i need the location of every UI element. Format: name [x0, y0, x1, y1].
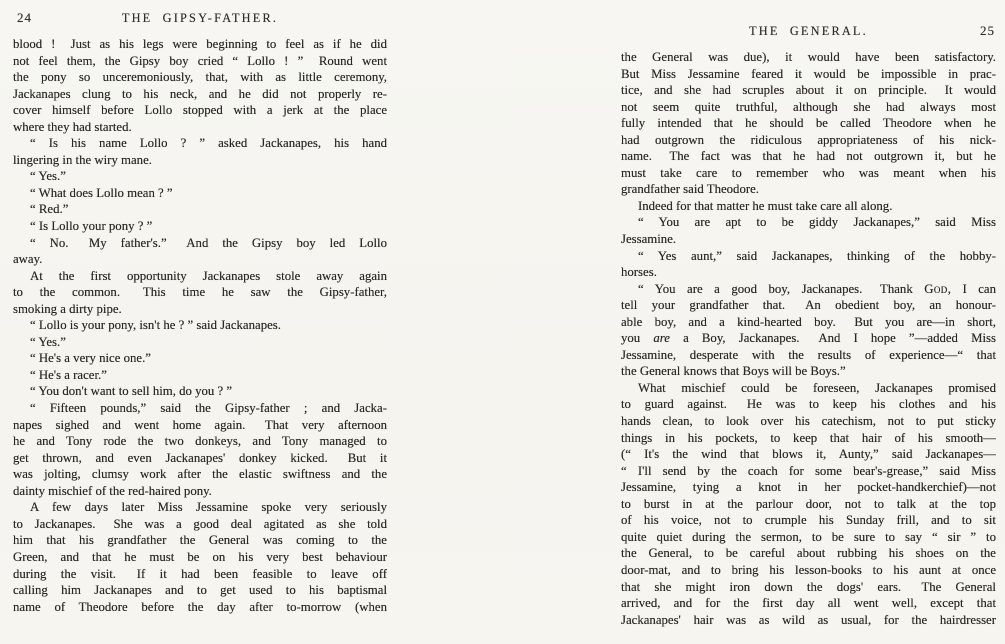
text-line: of his voice, not to crumple his Sunday frill, and to sit: [621, 513, 996, 528]
text-line: smoking a dirty pipe.: [13, 301, 122, 316]
text-line: not feel them, the Gipsy boy cried “ Lollo ! ” Round went: [13, 53, 387, 68]
italic-text: are: [653, 331, 670, 346]
text-line: had outgrown the ridiculous appropriateness of his nick-: [621, 132, 996, 147]
text-line: But Miss Jessamine feared it would be impossible in prac-: [621, 66, 996, 81]
text-line: Green, and that he must be on his very best behaviour: [13, 549, 387, 564]
text-line: the General knows that Boys will be Boys.”: [621, 364, 846, 379]
text-line: cover himself before Lollo stopped with a jerk at the place: [13, 103, 387, 118]
text-line: “ Is his name Lollo ? ” asked Jackanapes, his hand: [30, 136, 387, 151]
text-line: able boy, and a kind-hearted boy. But you are—in short,: [621, 314, 996, 329]
left-page: [13, 10, 387, 615]
text-line: to Jackanapes. She was a good deal agitated as she told: [13, 516, 387, 531]
text-line: “ Yes.”: [30, 169, 66, 184]
right-running-head: [621, 23, 996, 39]
text-line: grandfather said Theodore.: [621, 182, 759, 197]
text-line: A few days later Miss Jessamine spoke very seriously: [30, 500, 387, 515]
text-line: name of Theodore before the day after to-morrow (when: [13, 599, 387, 614]
text-line: Jessamine.: [621, 232, 677, 247]
text-line: where they had started.: [13, 119, 132, 134]
right-page-text: [621, 49, 996, 628]
text-line: [621, 281, 996, 298]
text-line: during the visit. If it had been feasible to leave off: [13, 566, 387, 581]
text-line: not seem quite truthful, although she had always most: [621, 99, 996, 114]
small-caps-text: God: [924, 281, 948, 296]
text-line: the pony so unceremoniously, that, with as little ceremony,: [13, 70, 387, 85]
text-line: “ You are apt to be giddy Jackanapes,” said Miss: [638, 215, 996, 230]
left-running-head: [13, 10, 387, 26]
text-line: the General, to be careful about rubbing his shoes on the: [621, 546, 996, 561]
text-run: , I can: [947, 281, 996, 296]
text-line: “ Fifteen pounds,” said the Gipsy-father ; and Jacka-: [30, 401, 387, 416]
text-line: “ Yes.”: [30, 334, 66, 349]
text-line: “ Yes aunt,” said Jackanapes, thinking of the hobby-: [638, 248, 996, 263]
text-line: “ He's a very nice one.”: [30, 351, 151, 366]
text-line: “ Is Lollo your pony ? ”: [30, 219, 153, 234]
text-line: “ Red.”: [30, 202, 69, 217]
text-line: to guard against. He was to keep his clothes and his: [621, 397, 996, 412]
text-line: to the common. This time he saw the Gipsy-father,: [13, 285, 387, 300]
text-line: to burst in at the parlour door, not to talk at the top: [621, 496, 996, 511]
text-line: Indeed for that matter he must take care all along.: [638, 198, 893, 213]
text-line: (“ It's the wind that blows it, Aunty,” said Jackanapes—: [621, 447, 996, 462]
text-line: tell your grandfather that. An obedient boy, an honour-: [621, 298, 996, 313]
text-line: Jackanapes clung to his neck, and he did not properly re-: [13, 86, 387, 101]
text-line: name. The fact was that he had not outgrown it, but he: [621, 149, 996, 164]
right-running-title: THE GENERAL.: [749, 24, 868, 38]
text-line: hands clean, to look over his catechism, not to put sticky: [621, 414, 996, 429]
text-run: “ You are a good boy, Jackanapes. Thank: [638, 281, 925, 296]
left-page-text: [13, 36, 387, 615]
text-line: Jessamine, desperate with the results of experience—“ that: [621, 347, 996, 362]
text-line: dainty mischief of the red-haired pony.: [13, 483, 212, 498]
text-line: calling him Jackanapes and to get used to his baptismal: [13, 583, 387, 598]
text-run: a Boy, Jackanapes. And I hope ”—added Miss: [669, 331, 996, 346]
text-line: he and Tony rode the two donkeys, and Tony managed to: [13, 434, 387, 449]
right-page-number: 25: [980, 23, 995, 38]
text-line: At the first opportunity Jackanapes stole away again: [30, 268, 387, 283]
text-line: must take care to remember who was meant when his: [621, 165, 996, 180]
text-line: Jessamine, tying a knot in her pocket-handkerchief)—not: [621, 480, 996, 495]
text-line: “ No. My father's.” And the Gipsy boy led Lollo: [30, 235, 387, 250]
text-line: “ You don't want to sell him, do you ? ”: [30, 384, 233, 399]
text-line: horses.: [621, 265, 657, 280]
text-line: “ I'll send by the coach for some bear's-grease,” said Miss: [621, 463, 996, 478]
text-line: [621, 330, 996, 347]
text-line: quite quiet during the sermon, to be sure to say “ sir ” to: [621, 529, 996, 544]
text-line: away.: [13, 252, 43, 267]
text-line: Jackanapes' hair was as wild as usual, for the hairdresser: [621, 612, 996, 627]
text-line: blood ! Just as his legs were beginning to feel as if he did: [13, 37, 387, 51]
text-line: the General was due), it would have been satisfactory.: [621, 50, 996, 64]
text-line: door-mat, and to bring his lesson-books to his aunt at once: [621, 562, 996, 577]
text-run: you: [621, 331, 654, 346]
text-line: “ He's a racer.”: [30, 367, 107, 382]
text-line: that she might iron down the dogs' ears. The General: [621, 579, 996, 594]
text-line: arrived, and for the first day all went well, except that: [621, 596, 996, 611]
left-page-number: 24: [17, 10, 32, 25]
text-line: tice, and she had scruples about it on principle. It would: [621, 83, 996, 98]
text-line: him that his grandfather the General was coming to the: [13, 533, 387, 548]
text-line: lingering in the wiry mane.: [13, 152, 152, 167]
text-line: get thrown, and even Jackanapes' donkey kicked. But it: [13, 450, 387, 465]
text-line: fully intended that he should be called Theodore when he: [621, 116, 996, 131]
left-running-title: THE GIPSY-FATHER.: [121, 11, 279, 25]
text-line: things in his pockets, to keep that hair of his smooth—: [621, 430, 996, 445]
text-line: What mischief could be foreseen, Jackanapes promised: [638, 380, 996, 395]
text-line: napes sighed and went home again. That very afternoon: [13, 417, 387, 432]
right-page: [621, 23, 996, 628]
text-line: “ Lollo is your pony, isn't he ? ” said Jackanapes.: [30, 318, 281, 333]
text-line: “ What does Lollo mean ? ”: [30, 185, 173, 200]
text-line: was jolting, clumsy work after the elastic swiftness and the: [13, 467, 387, 482]
